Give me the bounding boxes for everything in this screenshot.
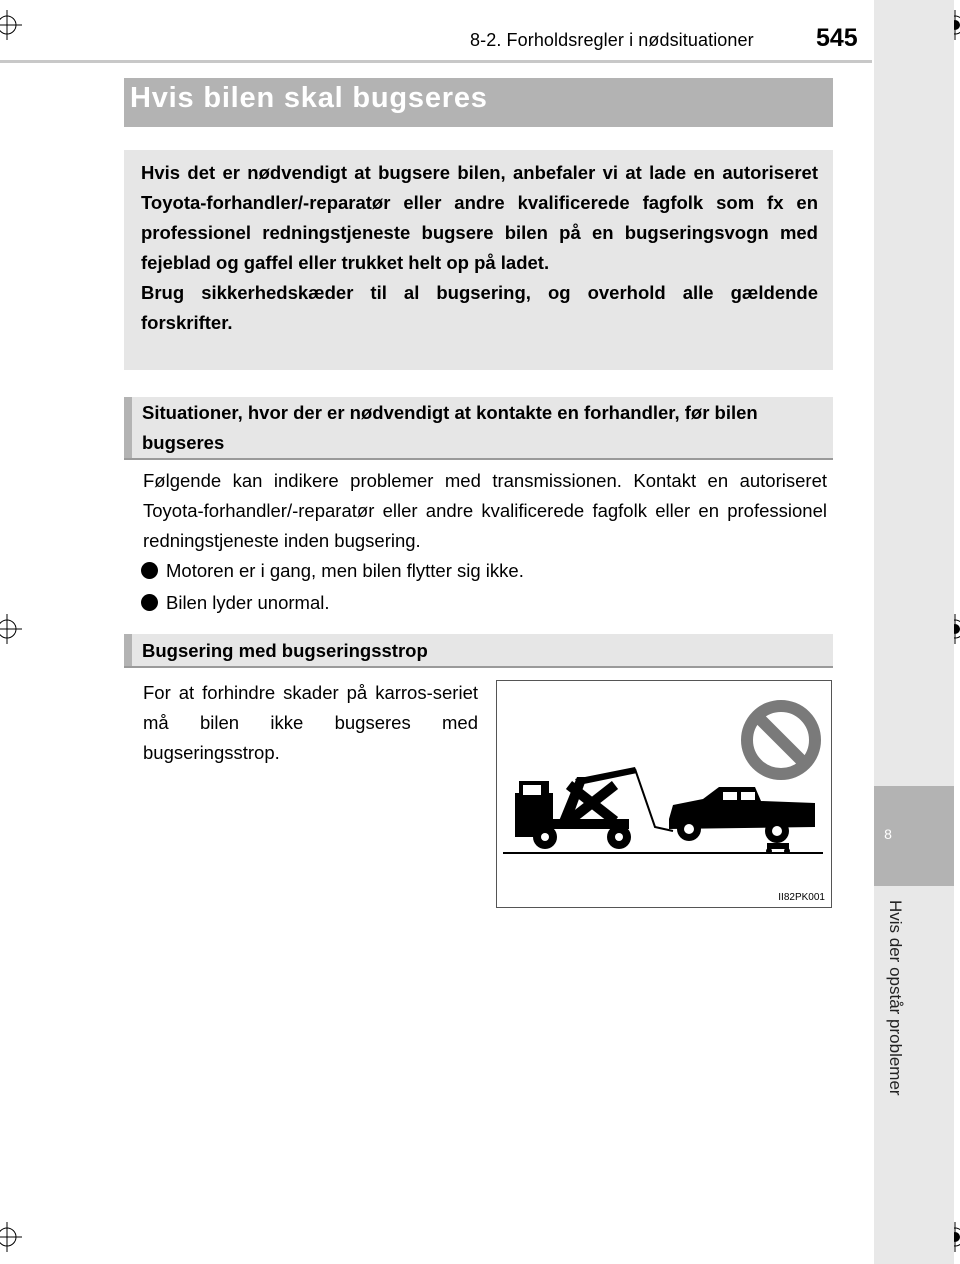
prohibition-sign-icon	[747, 706, 815, 774]
intro-box	[124, 150, 833, 370]
crosshair-registration-icon	[0, 614, 22, 644]
heading-underline	[124, 458, 833, 460]
list-item	[141, 556, 524, 586]
chapter-number: 8	[884, 826, 892, 842]
page-title: Hvis bilen skal bugseres	[130, 82, 488, 114]
section-heading-dealer	[124, 397, 833, 460]
towed-pickup-icon	[669, 787, 815, 854]
crosshair-registration-icon	[0, 1222, 22, 1252]
section-heading-text: Bugsering med bugseringsstrop	[142, 640, 428, 661]
bullet-icon	[141, 594, 158, 611]
header-rule	[0, 60, 872, 63]
tow-truck-icon	[515, 767, 637, 849]
towing-strap-prohibited-figure	[497, 681, 830, 906]
section-heading-strap	[124, 634, 833, 668]
section-header: 8-2. Forholdsregler i nødsituationer	[470, 30, 754, 50]
heading-accent	[124, 634, 132, 668]
crosshair-registration-icon	[0, 10, 22, 40]
bullet-icon	[141, 562, 158, 579]
section2-body: For at forhindre skader på karros-seriet må bilen ikke bugseres med bugseringsstrop.	[143, 682, 478, 763]
intro-text-2: Brug sikkerhedskæder til al bugsering, og overhold alle gældende forskrifter.	[141, 282, 818, 333]
intro-text: Hvis det er nødvendigt at bugsere bilen, anbefaler vi at lade en autoriseret Toyota-forhandler/-reparatør eller andre kvalificerede fagfolk som fx en professionel redningstjeneste bugsere bilen på en bugseringsvogn med fejeblad og gaffel eller trukket helt op på ladet.	[141, 162, 818, 273]
page-number: 545	[816, 24, 858, 52]
section1-body: Følgende kan indikere problemer med transmissionen. Kontakt en autoriseret Toyota-forhandler/-reparatør eller andre kvalificerede fagfolk eller en professionel redningstjeneste inden bugsering.	[143, 470, 827, 551]
chapter-title: Hvis der opstår problemer	[886, 900, 905, 1096]
list-item	[141, 588, 330, 618]
bullet-text: Motoren er i gang, men bilen flytter sig ikke.	[166, 560, 524, 581]
bullet-text: Bilen lyder unormal.	[166, 592, 330, 613]
heading-underline	[124, 666, 833, 668]
figure-code: II82PK001	[778, 892, 825, 903]
heading-accent	[124, 397, 132, 460]
section-heading-text: Situationer, hvor der er nødvendigt at kontakte en forhandler, før bilen bugseres	[142, 402, 758, 453]
towing-illustration	[496, 680, 832, 908]
